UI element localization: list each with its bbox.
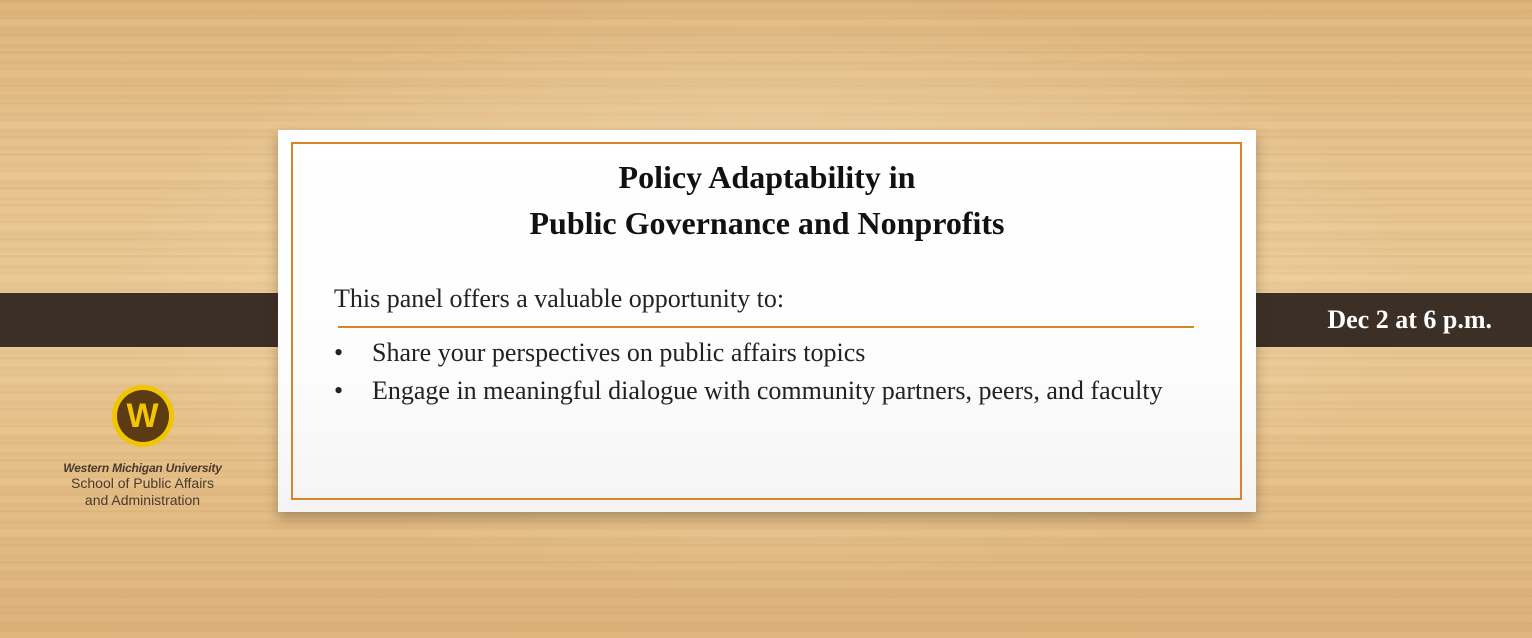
school-name [30, 475, 255, 509]
ribbon-right [1222, 293, 1532, 347]
title-line-1: Policy Adaptability in [618, 159, 916, 195]
bullet-list [334, 334, 1224, 410]
announcement-card [278, 130, 1256, 512]
school-line-1: School of Public Affairs [71, 475, 214, 491]
wmu-mark: W [117, 390, 169, 442]
bullet-text: Share your perspectives on public affairs topics [372, 338, 866, 367]
bullet-icon: • [334, 376, 344, 405]
list-item [334, 372, 1224, 410]
school-line-2: and Administration [84, 492, 201, 508]
intro-text: This panel offers a valuable opportunity to: [334, 284, 785, 313]
wmu-logo [30, 385, 255, 509]
list-item [334, 334, 1224, 372]
event-date: Dec 2 at 6 p.m. [1327, 305, 1492, 334]
bullet-text: Engage in meaningful dialogue with community partners, peers, and faculty [372, 376, 1163, 405]
wmu-seal-icon [112, 385, 174, 447]
university-name: Western Michigan University [63, 461, 222, 475]
bullet-icon: • [334, 338, 344, 367]
ribbon-left [0, 293, 310, 347]
divider [338, 326, 1194, 328]
title-line-2: Public Governance and Nonprofits [529, 205, 1005, 241]
event-title [278, 154, 1256, 246]
